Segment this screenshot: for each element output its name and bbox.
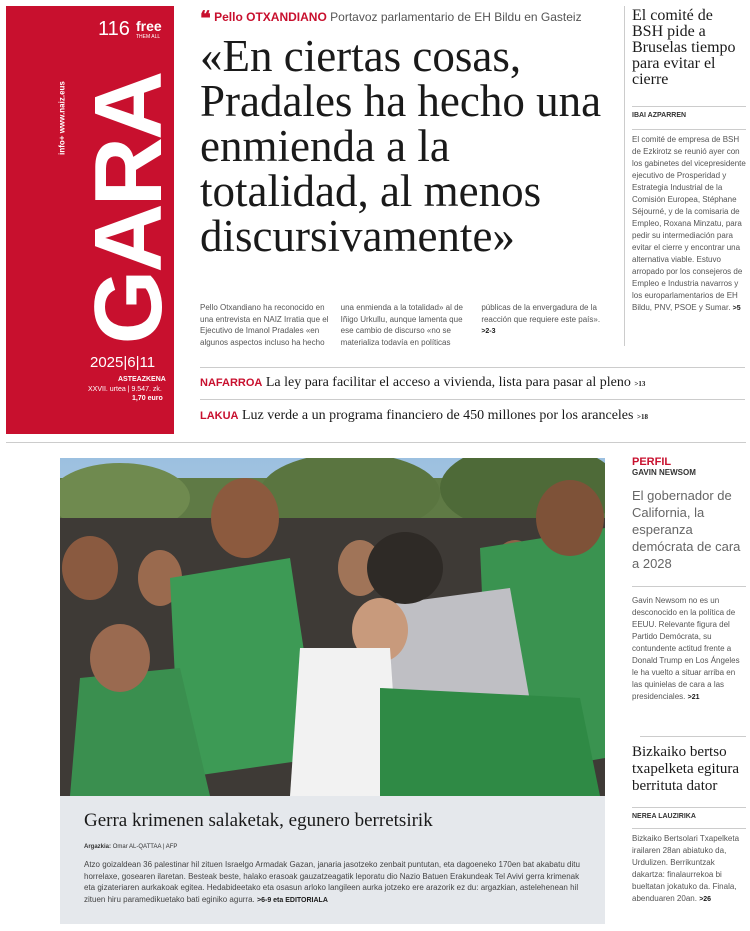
- brief-ref: >13: [634, 380, 646, 388]
- lead-speaker-role: Portavoz parlamentario de EH Bildu en Gasteiz: [330, 10, 582, 24]
- brief-item[interactable]: [200, 375, 745, 391]
- column-divider: [624, 6, 625, 346]
- brief-text: La ley para facilitar el acceso a vivienda, lista para pasar al pleno: [265, 375, 631, 390]
- free-sublabel: THEM ALL: [136, 34, 161, 40]
- bertso-body: Bizkaiko Bertsolari Txapelketa irailaren 28an abiatuko da, Urdulizen. Berrikuntzak dakartza: finalaurrekoa bi bueltatan jokatuko da. Finala, abenduaren 20an. >26: [632, 828, 746, 906]
- brief-label: LAKUA: [200, 410, 239, 422]
- perfil-headline[interactable]: El gobernador de California, la esperanza demócrata de cara a 2028: [632, 488, 741, 571]
- weekday: ASTEAZKENA: [118, 376, 166, 383]
- perfil-name: GAVIN NEWSOM: [632, 468, 696, 477]
- lead-ref[interactable]: >2-3: [481, 328, 496, 335]
- brief-item[interactable]: [200, 408, 745, 424]
- perfil-body: Gavin Newsom no es un desconocido en la política de EEUU. Relevante figura del Partido Demócrata, su contundente actitud frente a Donald Trump en Los Ángeles le ha vuelto a situar arriba en las quinielas de cara a las presidenciales. >21: [632, 586, 746, 704]
- edition-number: 116: [98, 18, 130, 40]
- divider: [6, 442, 746, 443]
- gara-logo: GARA: [75, 73, 182, 344]
- divider: [200, 399, 745, 400]
- divider: [640, 736, 746, 737]
- photo-story-title[interactable]: Gerra krimenen salaketak, egunero berretsirik: [84, 810, 433, 831]
- divider: [200, 367, 745, 368]
- quote-icon: ❝: [200, 8, 211, 30]
- lead-speaker: Pello OTXANDIANO: [214, 10, 327, 24]
- bertso-story: [632, 744, 746, 906]
- free-label: free: [136, 18, 162, 34]
- perfil-ref[interactable]: >21: [687, 694, 700, 701]
- bertso-title[interactable]: Bizkaiko bertso txapelketa egitura berrituta dator: [632, 744, 740, 794]
- photo-credit: Argazkia: Omar AL-QATTAA | AFP: [84, 844, 178, 850]
- issue-date: 2025|6|11: [90, 354, 156, 371]
- lead-body: Pello Otxandiano ha reconocido en una entrevista en NAIZ Irratia que el Ejecutivo de Imanol Pradales «en algunos aspectos incluso ha hecho una enmienda a la totalidad» al de Iñigo Urkullu, aunque lamenta que ese cambio de discurso «no se materializa todavía en políticas públicas de la envergadura de la reacción que requiere este país». >2-3: [200, 303, 601, 347]
- issue-number: XXVII. urtea | 9.547. zk.: [88, 386, 162, 393]
- bertso-author: NEREA LAUZIRIKA: [632, 807, 746, 820]
- website-label[interactable]: info+ www.naiz.eus: [57, 81, 67, 155]
- price: 1,70 euro: [132, 395, 163, 402]
- lead-headline[interactable]: «En ciertas cosas, Pradales ha hecho una enmienda a la totalidad, al menos discursivamente»: [200, 31, 602, 261]
- bertso-ref[interactable]: >26: [699, 896, 712, 903]
- masthead: [6, 6, 182, 434]
- photo-caption-box: [60, 796, 605, 924]
- side-story-author: IBAI AZPARREN: [632, 106, 746, 119]
- side-story: [632, 8, 746, 315]
- side-story-body: El comité de empresa de BSH de Ezkirotz se reunió ayer con los gabinetes del vicepresidente ejecutivo de Prosperidad y Estrategia Industrial de la Comisión Europea, Stéphane Séjourné, y de la comisaria de Empleo, Roxana Minzatu, para pedir su intermediación para evitar el cierre y encontrar una alternativa viable. Estuvo arropado por los consejeros de Empleo e Industria navarros y los europarlamentarios de EH Bildu, PNV, PSOE y Sumar. >5: [632, 129, 746, 315]
- photo-story-body: Atzo goizaldean 36 palestinar hil zituen Israelgo Armadak Gazan, janaria jasotzeko zenbait puntutan, eta dagoeneko 170en bat akabatu ditu horrelaxe, gosearen ilaretan. Besteak beste, halako erasoak gauzatzeagatik leporatu dio Nazio Batuen Erakundeak Tel Avivi gerra krimenak eta gizateriaren aurkakoak egitea. Hedabideetako eta osasun arloko langileen aurka jotzeko ere arazorik ez du: argazkian, astelehenean hil zituen hiru paramedikuetako bati eginiko agurra. >6-9 eta EDITORIALA: [84, 860, 580, 904]
- photo-story-ref[interactable]: >6-9 eta EDITORIALA: [257, 896, 328, 904]
- brief-text: Luz verde a un programa financiero de 450 millones por los aranceles: [242, 408, 634, 423]
- perfil-label: PERFIL: [632, 456, 672, 468]
- photo-illustration: [60, 458, 605, 796]
- brief-label: NAFARROA: [200, 377, 263, 389]
- lead-kicker: [200, 6, 582, 31]
- side-story-ref[interactable]: >5: [732, 305, 741, 312]
- side-story-title[interactable]: El comité de BSH pide a Bruselas tiempo para evitar el cierre: [632, 7, 736, 88]
- brief-ref: >18: [636, 413, 648, 421]
- perfil: [632, 456, 746, 704]
- lead-photo[interactable]: [60, 458, 605, 796]
